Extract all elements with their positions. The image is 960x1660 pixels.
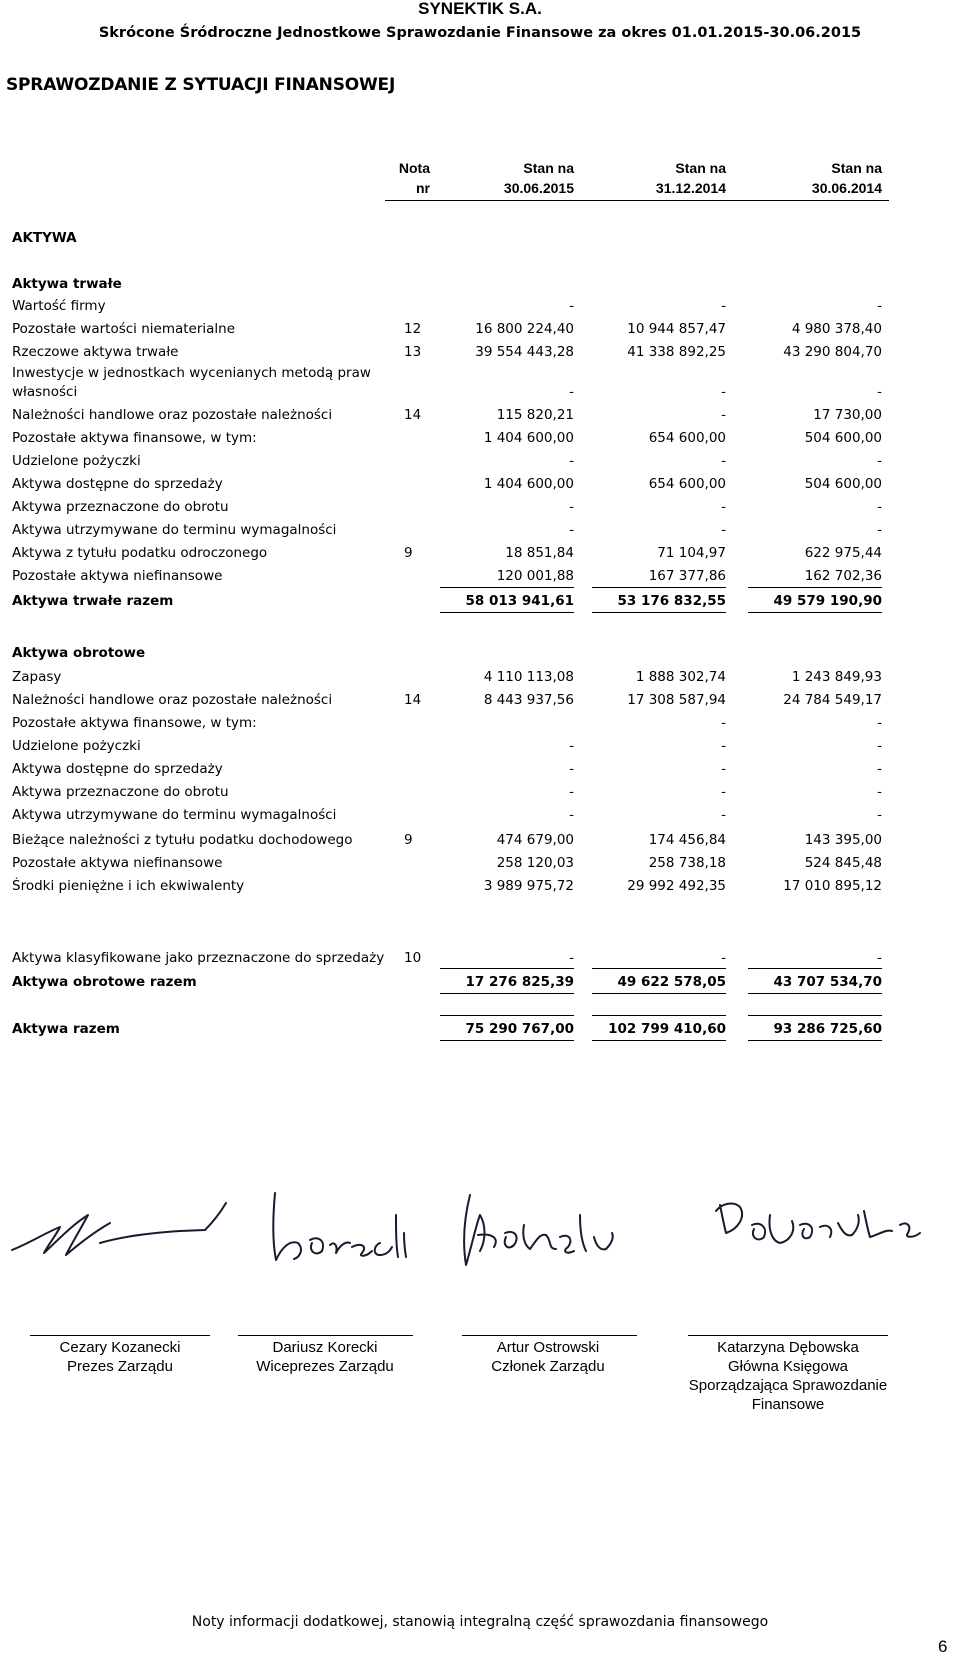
table-row — [0, 854, 960, 874]
table-row — [0, 452, 960, 472]
row-value-1: 1 404 600,00 — [483, 476, 574, 492]
row-value-2: 29 992 492,35 — [627, 878, 726, 894]
total-line — [592, 1040, 726, 1041]
table-row — [0, 806, 960, 826]
subtotal-line — [440, 587, 574, 588]
col-1-header-line1: Stan na — [523, 160, 574, 176]
row-note: 10 — [404, 950, 422, 966]
row-value-3: 524 845,48 — [804, 855, 882, 871]
row-label: Aktywa klasyfikowane jako przeznaczone do sprzedaży — [12, 950, 385, 966]
col-1-header-line2: 30.06.2015 — [503, 180, 574, 196]
row-label: Należności handlowe oraz pozostałe należności — [12, 407, 333, 423]
table-row — [0, 498, 960, 518]
signature-line — [30, 1335, 210, 1336]
row-value-3: - — [877, 499, 882, 515]
col-note-header-line1: Nota — [398, 160, 430, 176]
row-value-3: 93 286 725,60 — [773, 1021, 882, 1037]
row-value-2: 654 600,00 — [648, 476, 726, 492]
row-value-2: 174 456,84 — [648, 832, 726, 848]
table-row — [0, 949, 960, 969]
col-1-header — [414, 158, 574, 198]
signature-line — [688, 1335, 888, 1336]
table-row — [0, 737, 960, 757]
row-label: Należności handlowe oraz pozostałe należności — [12, 692, 333, 708]
subtotal-line — [748, 968, 882, 969]
row-value-3: 49 579 190,90 — [773, 593, 882, 609]
row-value-1: 115 820,21 — [496, 407, 574, 423]
row-value-3: 143 395,00 — [804, 832, 882, 848]
row-value-1: - — [569, 384, 574, 400]
row-label: Aktywa utrzymywane do terminu wymagalności — [12, 807, 337, 823]
row-label: Udzielone pożyczki — [12, 453, 141, 469]
row-label: Pozostałe aktywa niefinansowe — [12, 855, 223, 871]
table-row — [0, 229, 960, 249]
table-row — [0, 831, 960, 851]
row-value-3: 17 730,00 — [813, 407, 882, 423]
subtotal-line — [592, 1015, 726, 1016]
col-note-header-line2: nr — [416, 180, 430, 196]
row-value-2: 258 738,18 — [648, 855, 726, 871]
row-value-3: - — [877, 715, 882, 731]
signature-3 — [464, 1195, 613, 1265]
row-value-1: 1 404 600,00 — [483, 430, 574, 446]
signature-line — [238, 1335, 413, 1336]
row-note: 13 — [404, 344, 422, 360]
row-value-2: 71 104,97 — [657, 545, 726, 561]
row-value-3: 17 010 895,12 — [783, 878, 882, 894]
row-value-3: - — [877, 807, 882, 823]
signer-role: Finansowe — [751, 1396, 825, 1413]
row-label: Zapasy — [12, 669, 62, 685]
subtotal-line — [440, 968, 574, 969]
row-note: 9 — [404, 832, 413, 848]
row-value-3: - — [877, 522, 882, 538]
signer-role: Wiceprezes Zarządu — [256, 1358, 394, 1375]
row-value-1: - — [569, 784, 574, 800]
row-value-1: 75 290 767,00 — [465, 1021, 574, 1037]
row-value-1: - — [569, 738, 574, 754]
table-row — [0, 592, 960, 612]
table-row — [0, 343, 960, 363]
row-label-continuation: własności — [12, 384, 78, 400]
table-row — [0, 783, 960, 803]
row-value-1: - — [569, 761, 574, 777]
row-label: Aktywa dostępne do sprzedaży — [12, 761, 223, 777]
table-row — [0, 429, 960, 449]
col-2-header-line2: 31.12.2014 — [655, 180, 726, 196]
row-label: Środki pieniężne i ich ekwiwalenty — [12, 878, 245, 894]
row-label: Aktywa obrotowe razem — [12, 974, 197, 990]
row-value-3: - — [877, 784, 882, 800]
row-value-2: - — [721, 499, 726, 515]
row-value-3: - — [877, 950, 882, 966]
signer-role: Główna Księgowa — [727, 1358, 849, 1375]
company-name: SYNEKTIK S.A. — [418, 0, 542, 18]
row-value-1: 8 443 937,56 — [483, 692, 574, 708]
row-value-2: - — [721, 384, 726, 400]
row-label: Aktywa trwałe — [12, 276, 122, 292]
row-label: Aktywa razem — [12, 1021, 120, 1037]
row-value-1: - — [569, 522, 574, 538]
row-value-3: - — [877, 453, 882, 469]
row-value-2: - — [721, 298, 726, 314]
row-value-3: 504 600,00 — [804, 430, 882, 446]
row-label: Aktywa z tytułu podatku odroczonego — [12, 545, 268, 561]
row-value-1: 18 851,84 — [505, 545, 574, 561]
row-label: Inwestycje w jednostkach wycenianych metodą praw — [12, 365, 371, 381]
row-value-2: - — [721, 453, 726, 469]
total-line — [592, 993, 726, 994]
page-number: 6 — [938, 1637, 948, 1656]
table-row — [0, 714, 960, 734]
row-value-2: 654 600,00 — [648, 430, 726, 446]
signatures-drawing — [0, 1185, 960, 1305]
row-label: Udzielone pożyczki — [12, 738, 141, 754]
row-label: Aktywa obrotowe — [12, 645, 146, 661]
row-value-3: 162 702,36 — [804, 568, 882, 584]
table-row — [0, 1020, 960, 1040]
subtotal-line — [592, 587, 726, 588]
row-value-2: - — [721, 784, 726, 800]
col-3-header-line1: Stan na — [831, 160, 882, 176]
row-value-3: - — [877, 384, 882, 400]
row-value-2: 1 888 302,74 — [635, 669, 726, 685]
total-line — [440, 612, 574, 613]
row-value-2: - — [721, 522, 726, 538]
row-value-1: 474 679,00 — [496, 832, 574, 848]
row-label: Bieżące należności z tytułu podatku dochodowego — [12, 832, 353, 848]
table-row — [0, 567, 960, 587]
row-value-3: 4 980 378,40 — [791, 321, 882, 337]
row-value-1: 17 276 825,39 — [465, 974, 574, 990]
signer-name: Artur Ostrowski — [496, 1339, 600, 1356]
total-line — [440, 1040, 574, 1041]
signature-block-2 — [225, 1338, 425, 1376]
table-row — [0, 877, 960, 897]
row-value-2: 49 622 578,05 — [617, 974, 726, 990]
row-value-1: 258 120,03 — [496, 855, 574, 871]
row-value-3: 504 600,00 — [804, 476, 882, 492]
row-value-2: - — [721, 950, 726, 966]
row-value-3: - — [877, 738, 882, 754]
row-label: Pozostałe wartości niematerialne — [12, 321, 236, 337]
signature-line — [462, 1335, 637, 1336]
row-value-1: 3 989 975,72 — [483, 878, 574, 894]
col-2-header — [566, 158, 726, 198]
total-line — [592, 612, 726, 613]
table-row — [0, 275, 960, 295]
row-label: Pozostałe aktywa finansowe, w tym: — [12, 430, 257, 446]
row-label: Rzeczowe aktywa trwałe — [12, 344, 179, 360]
table-row — [0, 668, 960, 688]
signer-name: Dariusz Korecki — [272, 1339, 378, 1356]
row-value-3: 24 784 549,17 — [783, 692, 882, 708]
signer-role: Sporządzająca Sprawozdanie — [688, 1377, 888, 1394]
row-value-1: - — [569, 807, 574, 823]
row-value-1: - — [569, 950, 574, 966]
table-row — [0, 760, 960, 780]
row-value-2: 167 377,86 — [648, 568, 726, 584]
row-value-3: 622 975,44 — [804, 545, 882, 561]
signer-name: Katarzyna Dębowska — [717, 1339, 859, 1356]
row-label: Aktywa przeznaczone do obrotu — [12, 784, 229, 800]
col-3-header — [722, 158, 882, 198]
row-label: Aktywa trwałe razem — [12, 593, 174, 609]
row-value-2: - — [721, 761, 726, 777]
row-value-1: 58 013 941,61 — [465, 593, 574, 609]
row-value-3: 1 243 849,93 — [791, 669, 882, 685]
signature-1 — [12, 1203, 226, 1255]
row-note: 14 — [404, 692, 422, 708]
table-row — [0, 644, 960, 664]
row-note: 9 — [404, 545, 413, 561]
subtotal-line — [748, 587, 882, 588]
signature-2 — [273, 1193, 406, 1260]
row-note: 12 — [404, 321, 422, 337]
table-row — [0, 320, 960, 340]
footer-note: Noty informacji dodatkowej, stanowią integralną część sprawozdania finansowego — [191, 1614, 769, 1630]
total-line — [748, 993, 882, 994]
row-value-2: - — [721, 738, 726, 754]
row-label: AKTYWA — [12, 230, 77, 246]
signer-name: Cezary Kozanecki — [59, 1339, 181, 1356]
row-value-3: - — [877, 761, 882, 777]
signature-block-4 — [668, 1338, 908, 1414]
section-title: SPRAWOZDANIE Z SYTUACJI FINANSOWEJ — [6, 75, 396, 95]
row-label: Pozostałe aktywa niefinansowe — [12, 568, 223, 584]
signature-block-1 — [20, 1338, 220, 1376]
row-value-1: - — [569, 453, 574, 469]
subtotal-line — [592, 968, 726, 969]
table-row — [0, 475, 960, 495]
row-label: Aktywa przeznaczone do obrotu — [12, 499, 229, 515]
row-value-2: 10 944 857,47 — [627, 321, 726, 337]
row-value-2: 102 799 410,60 — [608, 1021, 726, 1037]
table-row — [0, 406, 960, 426]
row-value-2: 53 176 832,55 — [617, 593, 726, 609]
signer-role: Członek Zarządu — [491, 1358, 605, 1375]
table-row — [0, 973, 960, 993]
col-2-header-line1: Stan na — [675, 160, 726, 176]
signature-block-3 — [448, 1338, 648, 1376]
row-value-3: - — [877, 298, 882, 314]
row-label: Pozostałe aktywa finansowe, w tym: — [12, 715, 257, 731]
row-value-3: 43 707 534,70 — [773, 974, 882, 990]
total-line — [748, 612, 882, 613]
subtotal-line — [440, 1015, 574, 1016]
table-row — [0, 297, 960, 317]
row-value-1: 16 800 224,40 — [475, 321, 574, 337]
row-value-2: - — [721, 407, 726, 423]
total-line — [748, 1040, 882, 1041]
row-value-3: 43 290 804,70 — [783, 344, 882, 360]
total-line — [440, 993, 574, 994]
report-subtitle: Skrócone Śródroczne Jednostkowe Sprawozdanie Finansowe za okres 01.01.2015-30.06.2015 — [98, 25, 862, 41]
row-label: Aktywa utrzymywane do terminu wymagalności — [12, 522, 337, 538]
row-value-2: 17 308 587,94 — [627, 692, 726, 708]
row-value-1: - — [569, 499, 574, 515]
row-label: Aktywa dostępne do sprzedaży — [12, 476, 223, 492]
row-value-2: 41 338 892,25 — [627, 344, 726, 360]
table-row — [0, 544, 960, 564]
subtotal-line — [748, 1015, 882, 1016]
header-underline — [385, 200, 889, 201]
row-value-1: 39 554 443,28 — [475, 344, 574, 360]
table-row — [0, 364, 960, 404]
signer-role: Prezes Zarządu — [67, 1358, 173, 1375]
table-row — [0, 521, 960, 541]
col-3-header-line2: 30.06.2014 — [811, 180, 882, 196]
row-value-1: 120 001,88 — [496, 568, 574, 584]
table-row — [0, 691, 960, 711]
row-note: 14 — [404, 407, 422, 423]
row-value-1: - — [569, 298, 574, 314]
row-label: Wartość firmy — [12, 298, 106, 314]
row-value-2: - — [721, 807, 726, 823]
row-value-2: - — [721, 715, 726, 731]
row-value-1: 4 110 113,08 — [483, 669, 574, 685]
signature-4 — [716, 1204, 920, 1243]
